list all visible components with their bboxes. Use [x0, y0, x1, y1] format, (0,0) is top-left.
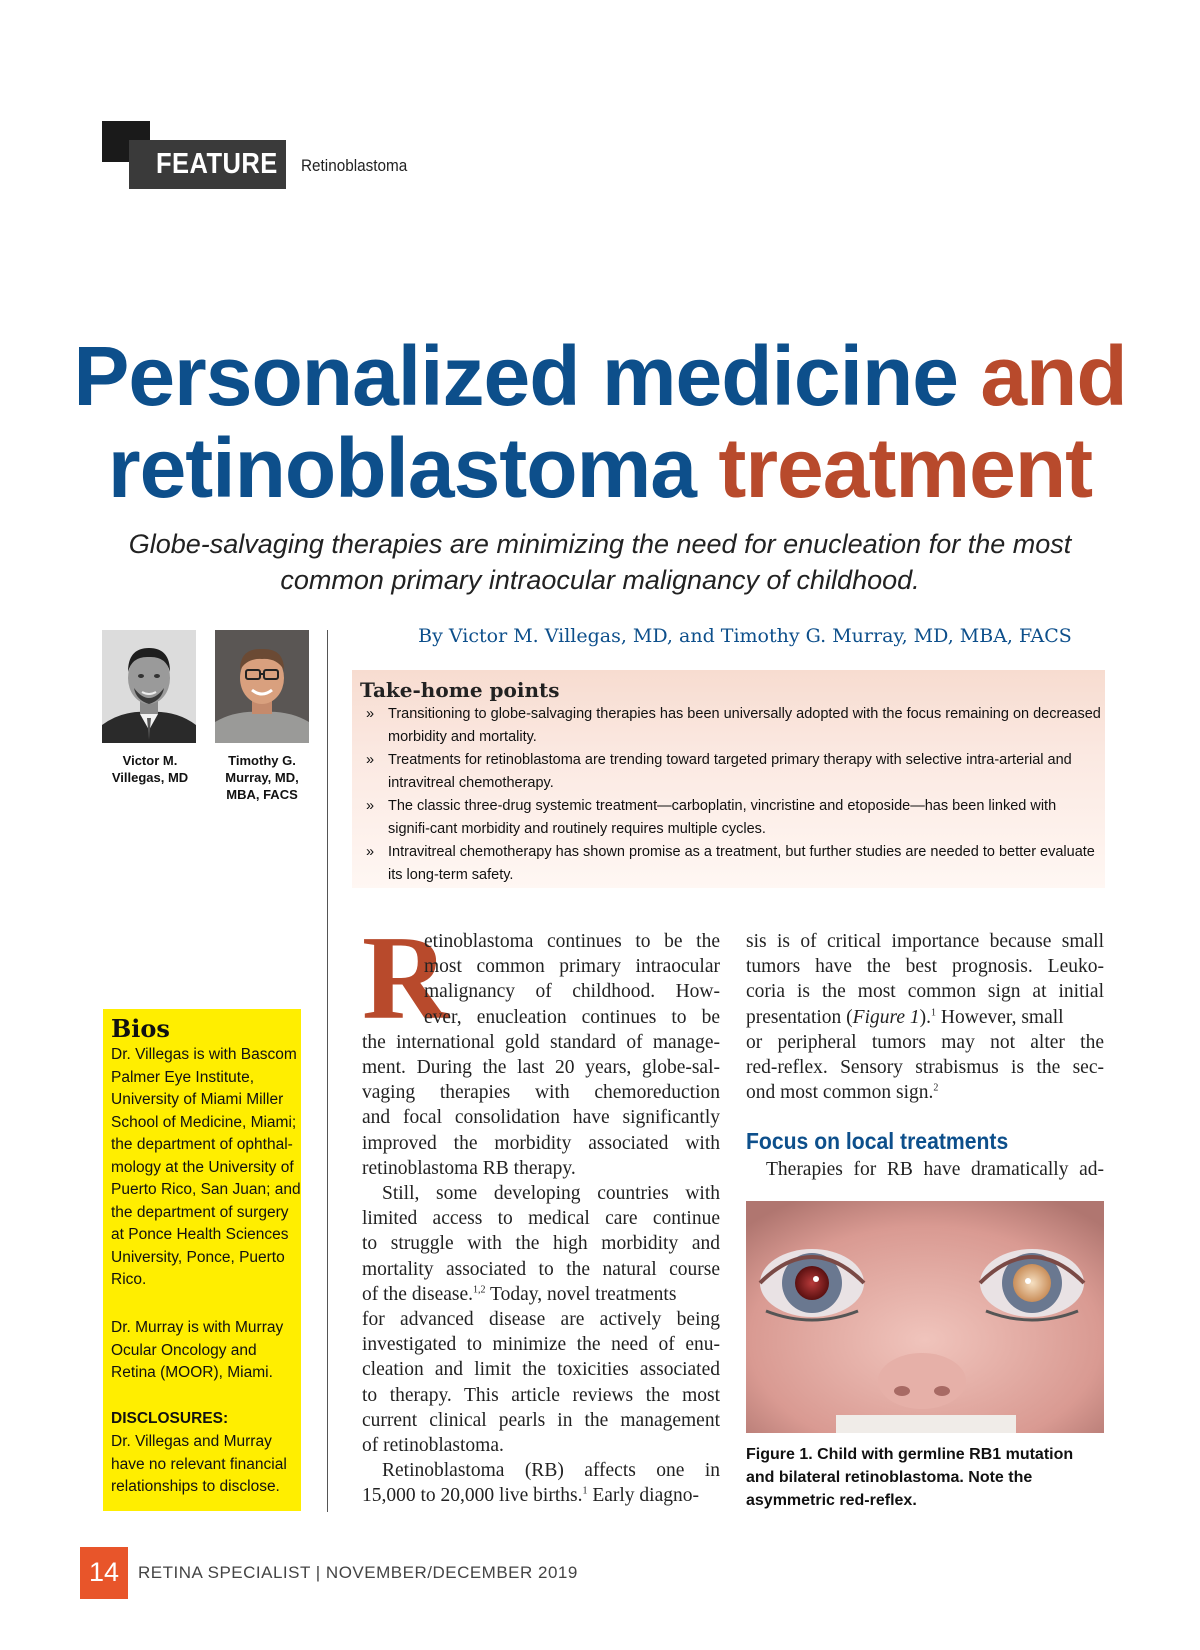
text-line: ever, enucleation continues to be [424, 1006, 720, 1028]
article-column-2-continued [746, 1157, 1104, 1182]
text-line: sis is of critical importance because small [746, 931, 1104, 952]
text-line: current clinical pearls in the management [362, 1409, 720, 1431]
article-column-2 [746, 929, 1104, 1105]
bio-murray: Dr. Murray is with Murray Ocular Oncology and Retina (MOOR), Miami. [111, 1319, 284, 1381]
bullet-icon: » [366, 798, 375, 814]
title-part-3: retinoblastoma [107, 421, 696, 515]
text-line: limited access to medical care continue [362, 1208, 720, 1230]
text-line: red-reflex. Sensory strabismus is the sec- [746, 1057, 1104, 1079]
citation-ref: 1 [582, 1485, 588, 1497]
takehome-title: Take-home points [360, 678, 560, 702]
text-line: ond most common sign.$^2$ [746, 1082, 939, 1104]
footer-publication: RETINA SPECIALIST | NOVEMBER/DECEMBER 2019 [138, 1563, 578, 1582]
text-line: improved the morbidity associated with [362, 1132, 720, 1154]
text-line: of the disease.$^{1,2}$ Today, novel treatments [362, 1283, 677, 1305]
title-part-4: treatment [718, 421, 1093, 515]
text-line: presentation (Figure 1).$^1$ However, small [746, 1006, 1064, 1028]
figure-reference: Figure 1 [852, 1006, 920, 1028]
disclosures-text: Dr. Villegas and Murray have no relevant financial relationships to disclose. [111, 1433, 287, 1495]
text-line: the international gold standard of manage- [362, 1031, 720, 1053]
takehome-point: » Transitioning to globe-salvaging therapies has been universally adopted with the focus remaining on decreased morbidity and mortality. [366, 703, 1101, 749]
citation-ref: 1 [931, 1007, 937, 1019]
disclosures-heading: DISCLOSURES: [111, 1410, 229, 1427]
text-line: most common primary intraocular [424, 956, 720, 978]
author-photo-murray [215, 630, 309, 743]
text-line: to therapy. This article reviews the most [362, 1384, 720, 1406]
text-line: malignancy of childhood. How- [424, 981, 720, 1003]
takehome-list [366, 703, 1101, 887]
text-line: and focal consolidation have significantly [362, 1107, 720, 1129]
bios-title: Bios [111, 1014, 170, 1043]
text-line: Retinoblastoma (RB) affects one in [382, 1460, 720, 1482]
text-line: investigated to minimize the need of enu- [362, 1334, 720, 1356]
text-line: Therapies for RB have dramatically ad- [766, 1159, 1104, 1180]
text-line: tumors have the best prognosis. Leuko- [746, 956, 1104, 978]
page-number: 14 [88, 1557, 120, 1587]
bio-villegas: Dr. Villegas is with Bascom Palmer Eye Institute, University of Miami Miller School of Medicine, Miami; the department of ophthal-mology at the University of Puerto Rico, San Juan; and the department of surgery at Ponce Health Sciences University, Ponce, Puerto Rico. [111, 1046, 301, 1288]
text-line: for advanced disease are actively being [362, 1309, 720, 1331]
text-line: retinoblastoma RB therapy. [362, 1157, 576, 1179]
author-name-murray: Timothy G. Murray, MD, MBA, FACS [225, 753, 299, 802]
text-line: Still, some developing countries with [382, 1183, 720, 1205]
bullet-icon: » [366, 706, 375, 722]
citation-ref: 1,2 [473, 1284, 486, 1296]
takehome-point: » Intravitreal chemotherapy has shown promise as a treatment, but further studies are needed to better evaluate its long-term safety. [366, 841, 1101, 887]
bullet-icon: » [366, 844, 375, 860]
article-title [60, 330, 1140, 514]
text-line: or peripheral tumors may not alter the [746, 1031, 1104, 1053]
section-heading: Focus on local treatments [746, 1128, 1009, 1154]
title-part-1: Personalized medicine [73, 329, 958, 423]
takehome-point: » The classic three-drug systemic treatment—carboplatin, vincristine and etoposide—has been linked with signifi-cant morbidity and routinely requires multiple cycles. [366, 795, 1101, 841]
byline: By Victor M. Villegas, MD, and Timothy G. Murray, MD, MBA, FACS [418, 625, 1072, 647]
text-line: etinoblastoma continues to be the [424, 931, 720, 952]
figure-caption: Figure 1. Child with germline RB1 mutation and bilateral retinoblastoma. Note the asymmetric red-reflex. [746, 1446, 1074, 1509]
text-line: of retinoblastoma. [362, 1435, 504, 1457]
text-line: ment. During the last 20 years, globe-sal- [362, 1057, 720, 1079]
takehome-point: » Treatments for retinoblastoma are trending toward targeted primary therapy with selective intra-arterial and intravitreal chemotherapy. [366, 749, 1101, 795]
article-column-1 [362, 911, 720, 1509]
drop-cap: R [362, 911, 449, 1044]
feature-tag-label: FEATURE [156, 148, 278, 180]
citation-ref: 2 [933, 1082, 939, 1094]
author-photo-villegas [102, 630, 196, 743]
section-topic: Retinoblastoma [301, 156, 408, 175]
text-line: 15,000 to 20,000 live births.$^1$ Early diagno- [362, 1485, 699, 1507]
text-line: vaging therapies with chemoreduction [362, 1082, 720, 1104]
column-divider [327, 630, 328, 1512]
text-line: to struggle with the high morbidity and [362, 1233, 720, 1255]
title-part-2: and [980, 329, 1127, 423]
bullet-icon: » [366, 752, 375, 768]
text-line: mortality associated to the natural course [362, 1258, 720, 1280]
text-line: cleation and limit the toxicities associated [362, 1359, 720, 1381]
author-name-villegas: Victor M. Villegas, MD [111, 753, 189, 785]
text-line: coria is the most common sign at initial [746, 981, 1104, 1003]
article-subtitle: Globe-salvaging therapies are minimizing the need for enucleation for the most common primary intraocular malignancy of childhood. [128, 529, 1072, 595]
figure-image [746, 1201, 1104, 1433]
